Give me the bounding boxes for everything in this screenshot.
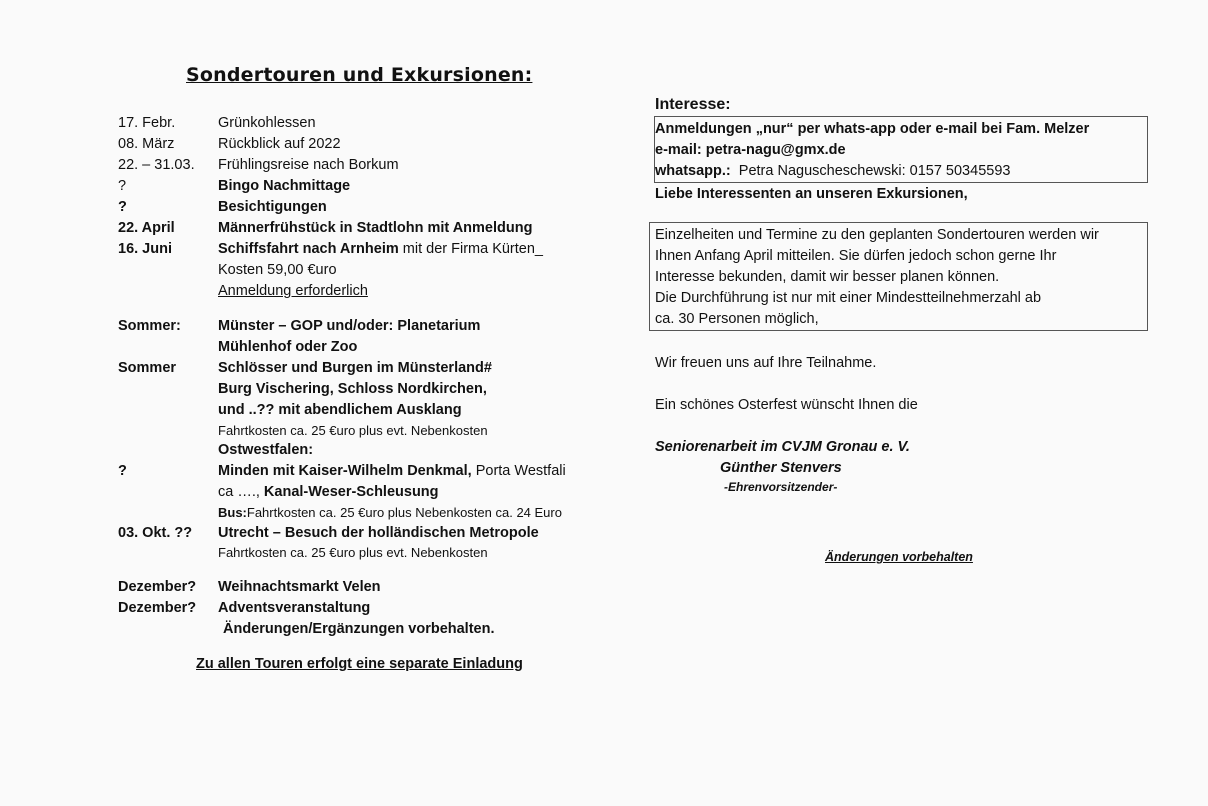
entry-cost-label: Bus: xyxy=(218,505,247,520)
info-line: Einzelheiten und Termine zu den geplanten Sondertouren werden wir xyxy=(655,227,1099,243)
entry-text: Münster – GOP und/oder: Planetarium xyxy=(218,318,481,334)
entry-date: 08. März xyxy=(118,136,175,152)
entry-date: 22. April xyxy=(118,220,175,236)
entry-text: Anmeldung erforderlich xyxy=(218,283,368,299)
entry-text: Adventsveranstaltung xyxy=(218,600,371,616)
entry-text-group xyxy=(218,240,543,258)
entry-date: 03. Okt. ?? xyxy=(118,525,193,541)
entry-text: Männerfrühstück in Stadtlohn mit Anmeldung xyxy=(218,220,533,236)
entry-text-extra: mit der Firma Kürten_ xyxy=(398,241,543,257)
closing-line: Wir freuen uns auf Ihre Teilnahme. xyxy=(655,355,877,371)
interest-heading: Interesse: xyxy=(655,96,731,113)
entry-date: Dezember? xyxy=(118,579,197,595)
entry-text: Mühlenhof oder Zoo xyxy=(218,339,358,355)
contact-line: Anmeldungen „nur“ per whats-app oder e-mail bei Fam. Melzer xyxy=(655,121,1090,137)
entry-text: ca …., xyxy=(218,484,260,500)
entry-text: und ..?? mit abendlichem Ausklang xyxy=(218,402,462,418)
signature-role: -Ehrenvorsitzender- xyxy=(724,480,838,494)
entry-date: ? xyxy=(118,199,127,215)
entry-cost-group xyxy=(218,505,562,521)
changes-reserved-note: Änderungen vorbehalten xyxy=(825,550,973,564)
entry-date: 22. – 31.03. xyxy=(118,157,195,173)
entry-date: Sommer: xyxy=(118,318,181,334)
entry-text: Minden mit Kaiser-Wilhelm Denkmal, xyxy=(218,463,472,479)
signature-org: Seniorenarbeit im CVJM Gronau e. V. xyxy=(655,439,910,455)
page-title: Sondertouren und Exkursionen: xyxy=(186,64,533,86)
info-line: Ihnen Anfang April mitteilen. Sie dürfen jedoch schon gerne Ihr xyxy=(655,248,1057,264)
entry-date: 17. Febr. xyxy=(118,115,176,131)
entry-text: Grünkohlessen xyxy=(218,115,316,131)
entry-cost: Fahrtkosten ca. 25 €uro plus evt. Nebenkosten xyxy=(218,545,488,560)
info-line: Interesse bekunden, damit wir besser planen können. xyxy=(655,269,1000,285)
whatsapp-value: Petra Naguscheschewski: 0157 50345593 xyxy=(730,163,1011,179)
greeting: Liebe Interessenten an unseren Exkursionen, xyxy=(655,186,968,202)
entry-text: Schlösser und Burgen im Münsterland# xyxy=(218,360,492,376)
entry-text: Utrecht – Besuch der holländischen Metropole xyxy=(218,525,539,541)
entry-cost: Fahrtkosten ca. 25 €uro plus evt. Nebenkosten xyxy=(218,423,488,438)
entry-text: Rückblick auf 2022 xyxy=(218,136,341,152)
contact-email: e-mail: petra-nagu@gmx.de xyxy=(655,142,846,158)
signature-name: Günther Stenvers xyxy=(720,460,842,476)
changes-note: Änderungen/Ergänzungen vorbehalten. xyxy=(223,621,495,637)
entry-text: Frühlingsreise nach Borkum xyxy=(218,157,399,173)
info-line: ca. 30 Personen möglich, xyxy=(655,311,819,327)
entry-cost: Fahrtkosten ca. 25 €uro plus Nebenkosten ca. 24 Euro xyxy=(246,505,562,520)
entry-date: ? xyxy=(118,463,127,479)
entry-text: Weihnachtsmarkt Velen xyxy=(218,579,381,595)
entry-text: Kosten 59,00 €uro xyxy=(218,262,337,278)
entry-date: Dezember? xyxy=(118,600,197,616)
entry-date: Sommer xyxy=(118,360,177,376)
entry-text-extra: Kanal-Weser-Schleusung xyxy=(259,484,439,500)
entry-text-group xyxy=(218,462,566,480)
entry-date: ? xyxy=(118,178,127,194)
info-line: Die Durchführung ist nur mit einer Mindestteilnehmerzahl ab xyxy=(655,290,1042,306)
contact-whatsapp xyxy=(655,162,1010,180)
entry-text: Burg Vischering, Schloss Nordkirchen, xyxy=(218,381,487,397)
entry-text: Bingo Nachmittage xyxy=(218,178,351,194)
entry-text-group xyxy=(218,483,439,501)
closing-line: Ein schönes Osterfest wünscht Ihnen die xyxy=(655,397,918,413)
entry-text: Schiffsfahrt nach Arnheim xyxy=(218,241,399,257)
entry-text: Ostwestfalen: xyxy=(218,442,314,458)
entry-date: 16. Juni xyxy=(118,241,172,257)
invitation-note: Zu allen Touren erfolgt eine separate Einladung xyxy=(196,656,523,672)
entry-text-extra: Porta Westfali xyxy=(471,463,566,479)
whatsapp-label: whatsapp.: xyxy=(655,163,731,179)
entry-text: Besichtigungen xyxy=(218,199,327,215)
